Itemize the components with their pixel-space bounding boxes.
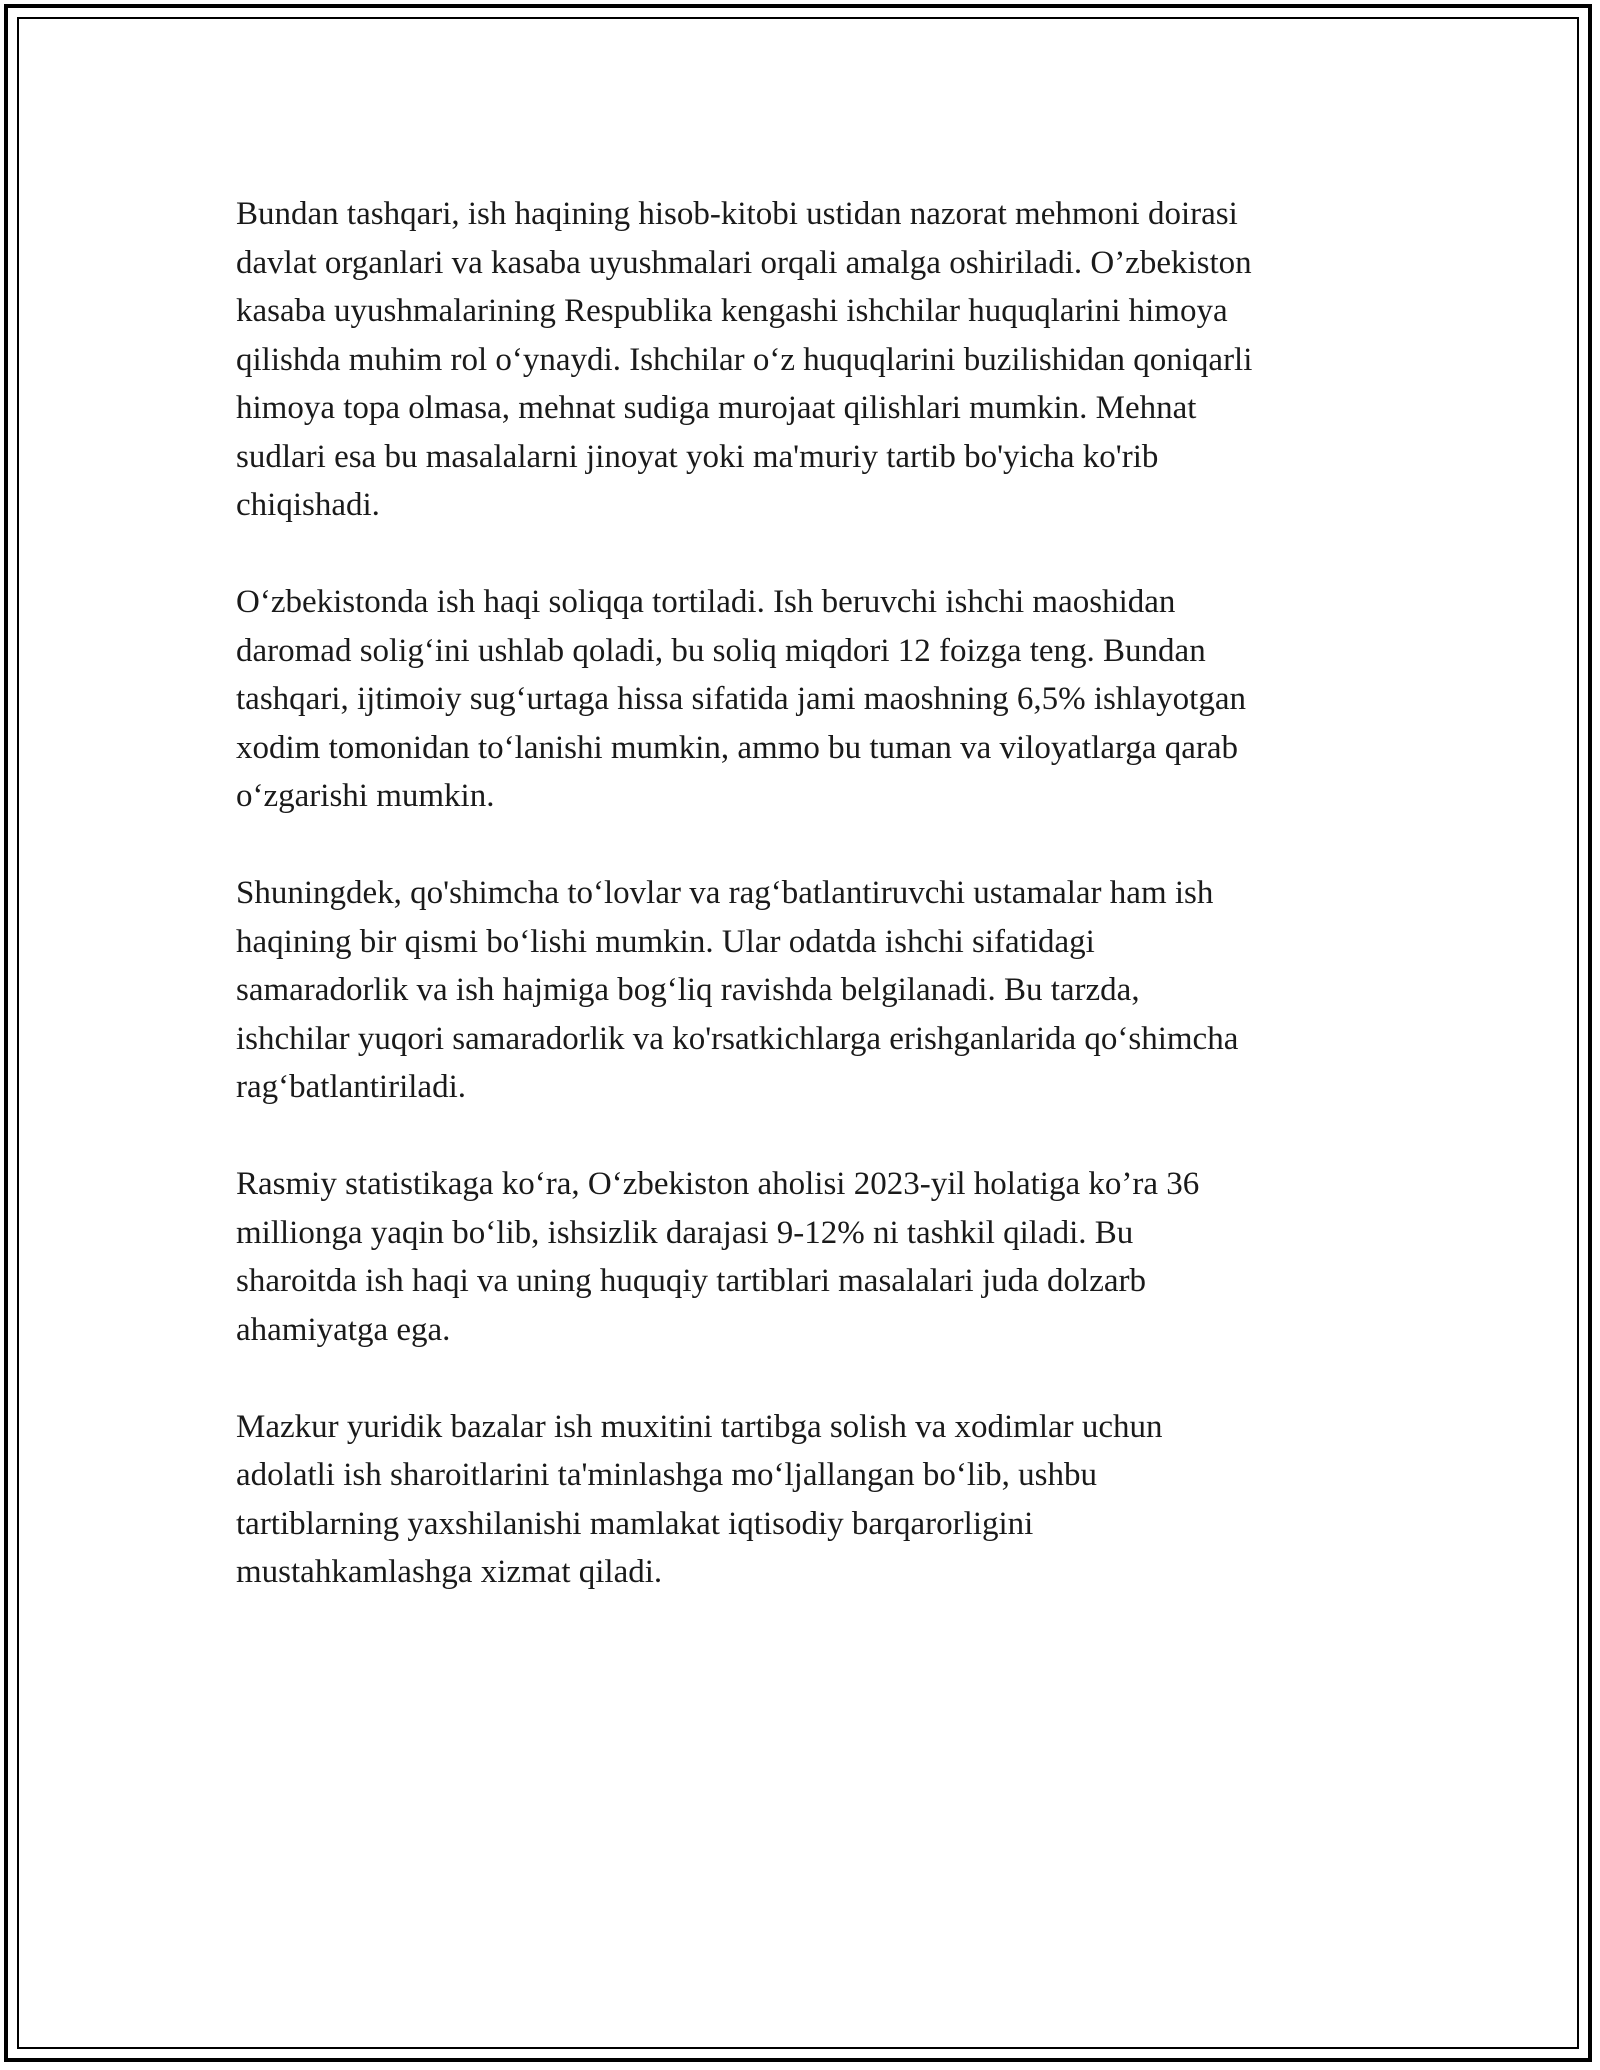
paragraph-taxation: O‘zbekistonda ish haqi soliqqa tortiladi. Ish beruvchi ishchi maoshidan daromad solig‘ini ushlab qoladi, bu soliq miqdori 12 foizga teng. Bundan tashqari, ijtimoiy sug‘urtaga hissa sifatida jami maoshning 6,5% ishlayotgan xodim tomonidan to‘lanishi mumkin, ammo bu tuman va viloyatlarga qarab o‘zgarishi mumkin.: [236, 584, 1246, 814]
document-body: [236, 190, 1386, 1645]
paragraph-oversight: Bundan tashqari, ish haqining hisob-kitobi ustidan nazorat mehmoni doirasi davlat organlari va kasaba uyushmalari orqali amalga oshiriladi. O’zbekiston kasaba uyushmalarining Respublika kengashi ishchilar huquqlarini himoya qilishda muhim rol o‘ynaydi. Ishchilar o‘z huquqlarini buzilishidan qoniqarli himoya topa olmasa, mehnat sudiga murojaat qilishlari mumkin. Mehnat sudlari esa bu masalalarni jinoyat yoki ma'muriy tartib bo'yicha ko'rib chiqishadi.: [236, 196, 1253, 523]
paragraph-conclusion: Mazkur yuridik bazalar ish muxitini tartibga solish va xodimlar uchun adolatli ish sharoitlarini ta'minlashga mo‘ljallangan bo‘lib, ushbu tartiblarning yaxshilanishi mamlakat iqtisodiy barqarorligini mustahkamlashga xizmat qiladi.: [236, 1408, 1163, 1590]
paragraph-bonuses: Shuningdek, qo'shimcha to‘lovlar va rag‘batlantiruvchi ustamalar ham ish haqining bir qismi bo‘lishi mumkin. Ular odatda ishchi sifatidagi samaradorlik va ish hajmiga bog‘liq ravishda belgilanadi. Bu tarzda, ishchilar yuqori samaradorlik va ko'rsatkichlarga erishganlarida qo‘shimcha rag‘batlantiriladi.: [236, 875, 1239, 1105]
paragraph-statistics: Rasmiy statistikaga ko‘ra, O‘zbekiston aholisi 2023-yil holatiga ko’ra 36 millionga yaqin bo‘lib, ishsizlik darajasi 9-12% ni tashkil qiladi. Bu sharoitda ish haqi va uning huquqiy tartiblari masalalari juda dolzarb ahamiyatga ega.: [236, 1166, 1200, 1348]
